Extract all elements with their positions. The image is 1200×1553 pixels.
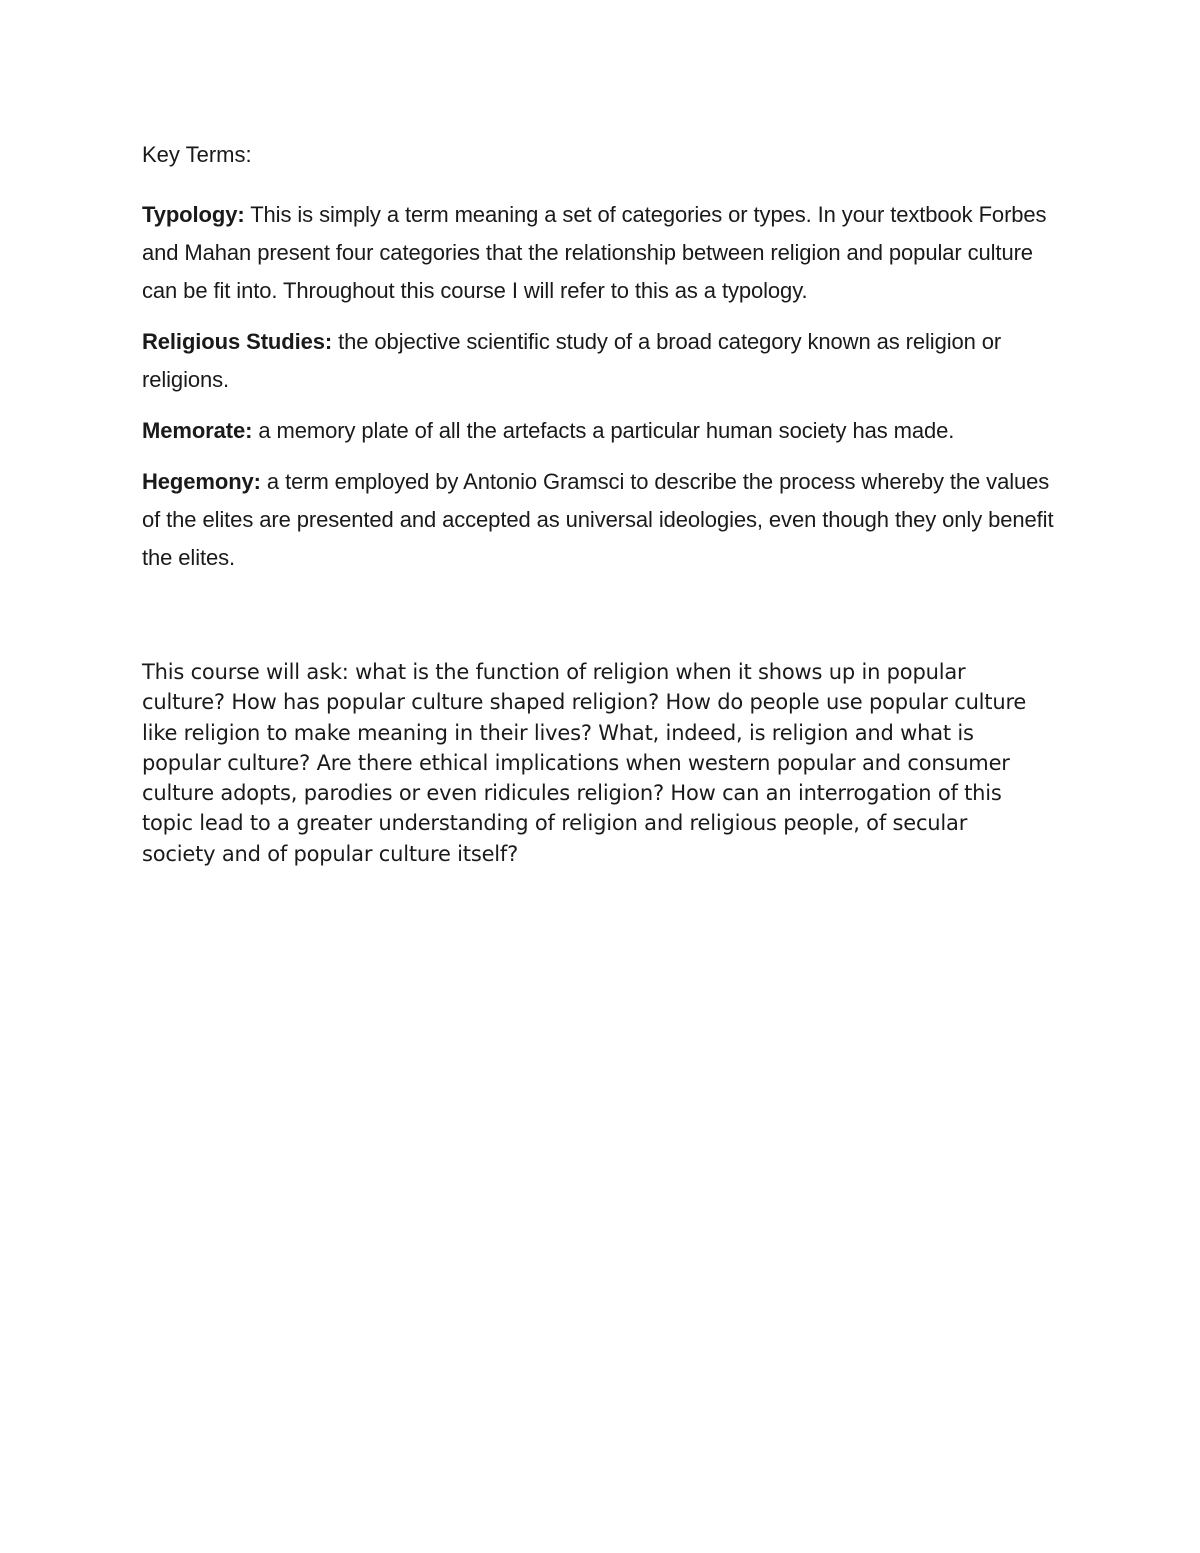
term-definition: This is simply a term meaning a set of categories or types. In your textbook Forbes and Mahan present four categories that the relationship between religion and popular culture can be fit into. Throughout this course I will refer to this as a typology.: [142, 202, 1047, 303]
term-name: Typology:: [142, 202, 245, 227]
document-body: [142, 140, 1062, 869]
course-questions-paragraph: This course will ask: what is the function of religion when it shows up in popular culture? How has popular culture shaped religion? How do people use popular culture like religion to make meaning in their lives? What, indeed, is religion and what is popular culture? Are there ethical implications when western popular and consumer culture adopts, parodies or even ridicules religion? How can an interrogation of this topic lead to a greater understanding of religion and religious people, of secular society and of popular culture itself?: [142, 660, 1027, 866]
term-memorate: [142, 412, 1062, 450]
term-hegemony: [142, 463, 1062, 577]
key-terms-heading: Key Terms:: [142, 142, 252, 167]
term-definition: a term employed by Antonio Gramsci to describe the process whereby the values of the elites are presented and accepted as universal ideologies, even though they only benefit the elites.: [142, 469, 1054, 570]
term-name: Memorate:: [142, 418, 253, 443]
term-name: Hegemony:: [142, 469, 261, 494]
term-religious-studies: [142, 323, 1062, 399]
term-typology: [142, 196, 1062, 310]
term-definition: the objective scientific study of a broad category known as religion or religions.: [142, 329, 1002, 392]
term-definition: a memory plate of all the artefacts a particular human society has made.: [252, 418, 955, 443]
term-name: Religious Studies:: [142, 329, 333, 354]
